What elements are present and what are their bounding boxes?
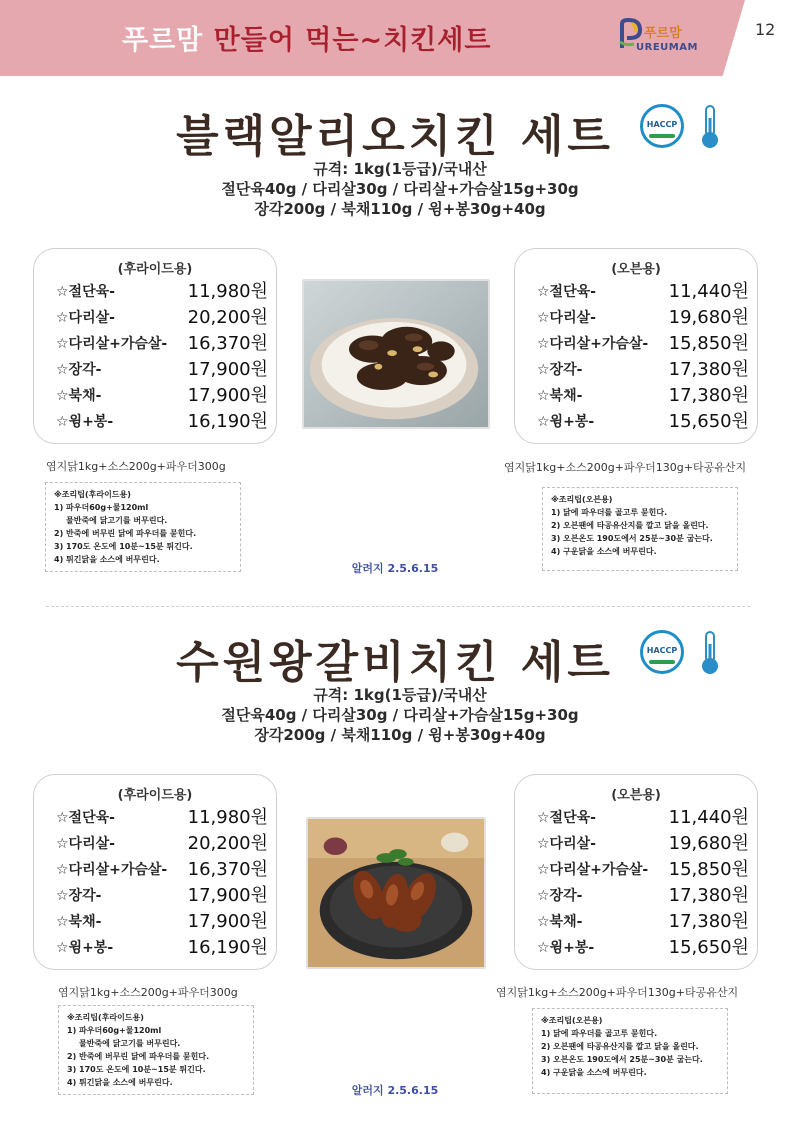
- cut-name: ☆다리살+가슴살-: [56, 862, 168, 878]
- price-row: [537, 407, 749, 433]
- price-row: [56, 303, 268, 329]
- recipe-tip-oven: [532, 1008, 728, 1094]
- cut-name: ☆북채-: [537, 388, 583, 404]
- spec-line: 규격: 1kg(1등급)/국내산: [313, 686, 487, 704]
- price-row: [56, 329, 268, 355]
- price-row: [537, 881, 749, 907]
- cut-price: 16,370원: [187, 333, 268, 354]
- recipe-tip-fried: [58, 1005, 254, 1095]
- cut-price: 11,980원: [187, 807, 268, 828]
- recipe-line: ※조리팁(후라이드용): [67, 1013, 144, 1022]
- cut-price: 19,680원: [668, 307, 749, 328]
- cut-name: ☆다리살-: [537, 310, 596, 326]
- recipe-line: 4) 튀긴닭을 소스에 버무린다.: [54, 555, 160, 564]
- price-row: [537, 303, 749, 329]
- allergy-info: 알러지 2.5.6.15: [351, 1084, 439, 1097]
- price-row: [537, 855, 749, 881]
- spec-line: 규격: 1kg(1등급)/국내산: [313, 160, 487, 178]
- recipe-line: ※조리팁(후라이드용): [54, 490, 131, 499]
- recipe-line: 4) 구운닭을 소스에 버무린다.: [551, 547, 657, 556]
- cut-price: 11,440원: [668, 281, 749, 302]
- price-row: [537, 907, 749, 933]
- price-row: [56, 855, 268, 881]
- product-section-black-aglio: [0, 86, 793, 586]
- price-box-oven: [514, 248, 758, 444]
- cut-name: ☆윙+봉-: [56, 414, 114, 430]
- header-title-subject: 만들어 먹는~치킨세트: [213, 25, 492, 56]
- spec-line: 장각200g / 북채110g / 윙+봉30g+40g: [254, 726, 546, 744]
- thermometer-icon: [700, 630, 720, 676]
- section-divider: [46, 606, 750, 607]
- price-box-fried: [33, 774, 277, 970]
- price-row: [537, 329, 749, 355]
- cut-name: ☆윙+봉-: [537, 940, 595, 956]
- page-number: 12: [755, 20, 776, 39]
- price-box-title: (오븐용): [611, 788, 661, 803]
- price-row: [56, 881, 268, 907]
- price-row: [56, 277, 268, 303]
- cut-price: 20,200원: [187, 307, 268, 328]
- package-note-oven: 염지닭1kg+소스200g+파우더130g+타공유산지: [496, 986, 739, 999]
- cut-name: ☆북채-: [537, 914, 583, 930]
- price-row: [56, 907, 268, 933]
- price-box-title: (후라이드용): [117, 788, 193, 803]
- cut-price: 16,190원: [187, 411, 268, 432]
- price-row: [537, 381, 749, 407]
- price-row: [537, 355, 749, 381]
- cut-name: ☆북채-: [56, 388, 102, 404]
- cut-price: 11,440원: [668, 807, 749, 828]
- haccp-label: HACCP: [646, 120, 678, 129]
- price-box-title: (오븐용): [611, 262, 661, 277]
- price-row: [56, 381, 268, 407]
- cut-price: 17,900원: [187, 385, 268, 406]
- recipe-line: 1) 닭에 파우더를 골고루 묻힌다.: [541, 1029, 658, 1038]
- price-box-title: (후라이드용): [117, 262, 193, 277]
- cut-price: 15,850원: [668, 333, 749, 354]
- recipe-line: 물반죽에 닭고기를 버무린다.: [79, 1039, 181, 1048]
- recipe-tip-oven: [542, 487, 738, 571]
- recipe-line: 4) 구운닭을 소스에 버무린다.: [541, 1068, 647, 1077]
- product-title: 블랙알리오치킨 세트: [176, 111, 614, 162]
- recipe-line: ※조리팁(오븐용): [541, 1016, 603, 1025]
- cut-name: ☆다리살-: [56, 310, 115, 326]
- recipe-line: 2) 오븐팬에 타공유산지를 깔고 닭을 올린다.: [551, 521, 709, 530]
- price-box-oven: [514, 774, 758, 970]
- cut-price: 17,380원: [668, 911, 749, 932]
- recipe-line: 2) 오븐팬에 타공유산지를 깔고 닭을 올린다.: [541, 1042, 699, 1051]
- cut-price: 15,650원: [668, 937, 749, 958]
- cut-name: ☆다리살+가슴살-: [56, 336, 168, 352]
- cut-name: ☆다리살-: [56, 836, 115, 852]
- header-title-brand: 푸르맘: [122, 25, 204, 56]
- recipe-line: 1) 파우더60g+물120ml: [54, 503, 149, 512]
- cut-name: ☆장각-: [537, 362, 583, 378]
- product-photo-suwon-galbi: [306, 817, 486, 969]
- price-row: [56, 933, 268, 959]
- recipe-line: 3) 오븐온도 190도에서 25분~30분 굽는다.: [541, 1055, 703, 1064]
- header-title: [122, 18, 491, 57]
- recipe-line: 4) 튀긴닭을 소스에 버무린다.: [67, 1078, 173, 1087]
- product-photo-black-aglio: [302, 279, 490, 429]
- cut-price: 15,850원: [668, 859, 749, 880]
- recipe-line: 1) 파우더60g+물120ml: [67, 1026, 162, 1035]
- recipe-line: 1) 닭에 파우더를 골고루 묻힌다.: [551, 508, 668, 517]
- recipe-tip-fried: [45, 482, 241, 572]
- cut-price: 17,380원: [668, 385, 749, 406]
- cut-price: 16,370원: [187, 859, 268, 880]
- recipe-line: ※조리팁(오븐용): [551, 495, 613, 504]
- cut-price: 20,200원: [187, 833, 268, 854]
- cut-name: ☆절단육-: [537, 810, 596, 826]
- cut-price: 11,980원: [187, 281, 268, 302]
- recipe-line: 2) 반죽에 버무린 닭에 파우더를 묻힌다.: [54, 529, 197, 538]
- haccp-badge-icon: [640, 104, 684, 148]
- cut-name: ☆윙+봉-: [56, 940, 114, 956]
- cut-name: ☆절단육-: [56, 810, 115, 826]
- product-section-suwon-galbi: [0, 612, 793, 1112]
- cut-name: ☆윙+봉-: [537, 414, 595, 430]
- recipe-line: 2) 반죽에 버무린 닭에 파우더를 묻힌다.: [67, 1052, 210, 1061]
- cut-name: ☆장각-: [537, 888, 583, 904]
- price-row: [537, 803, 749, 829]
- haccp-label: HACCP: [646, 646, 678, 655]
- cut-name: ☆절단육-: [537, 284, 596, 300]
- cut-name: ☆북채-: [56, 914, 102, 930]
- price-row: [56, 803, 268, 829]
- product-title: 수원왕갈비치킨 세트: [176, 637, 614, 688]
- cut-name: ☆다리살+가슴살-: [537, 862, 649, 878]
- haccp-badge-icon: [640, 630, 684, 674]
- cut-price: 15,650원: [668, 411, 749, 432]
- spec-line: 장각200g / 북채110g / 윙+봉30g+40g: [254, 200, 546, 218]
- brand-logo-english: UREUMAM: [636, 42, 698, 53]
- cut-price: 17,900원: [187, 885, 268, 906]
- price-row: [537, 277, 749, 303]
- cut-price: 17,380원: [668, 885, 749, 906]
- price-box-fried: [33, 248, 277, 444]
- package-note-fried: 염지닭1kg+소스200g+파우더300g: [58, 986, 238, 999]
- allergy-info: 알려지 2.5.6.15: [351, 562, 439, 575]
- cut-name: ☆다리살+가슴살-: [537, 336, 649, 352]
- brand-logo-korean: 푸르맘: [644, 26, 682, 41]
- price-row: [56, 829, 268, 855]
- price-row: [56, 407, 268, 433]
- package-note-fried: 염지닭1kg+소스200g+파우더300g: [46, 460, 226, 473]
- cut-price: 17,380원: [668, 359, 749, 380]
- brand-logo: [612, 16, 698, 60]
- cut-name: ☆장각-: [56, 362, 102, 378]
- cut-price: 17,900원: [187, 911, 268, 932]
- cut-name: ☆절단육-: [56, 284, 115, 300]
- spec-line: 절단육40g / 다리살30g / 다리살+가슴살15g+30g: [221, 180, 579, 198]
- recipe-line: 3) 170도 온도에 10분~15분 튀긴다.: [54, 542, 193, 551]
- cut-name: ☆장각-: [56, 888, 102, 904]
- price-row: [537, 933, 749, 959]
- cut-price: 19,680원: [668, 833, 749, 854]
- recipe-line: 물반죽에 닭고기를 버무린다.: [66, 516, 168, 525]
- thermometer-icon: [700, 104, 720, 150]
- price-row: [56, 355, 268, 381]
- cut-name: ☆다리살-: [537, 836, 596, 852]
- spec-line: 절단육40g / 다리살30g / 다리살+가슴살15g+30g: [221, 706, 579, 724]
- price-row: [537, 829, 749, 855]
- package-note-oven: 염지닭1kg+소스200g+파우더130g+타공유산지: [504, 461, 747, 474]
- cut-price: 17,900원: [187, 359, 268, 380]
- recipe-line: 3) 오븐온도 190도에서 25분~30분 굽는다.: [551, 534, 713, 543]
- recipe-line: 3) 170도 온도에 10분~15분 튀긴다.: [67, 1065, 206, 1074]
- cut-price: 16,190원: [187, 937, 268, 958]
